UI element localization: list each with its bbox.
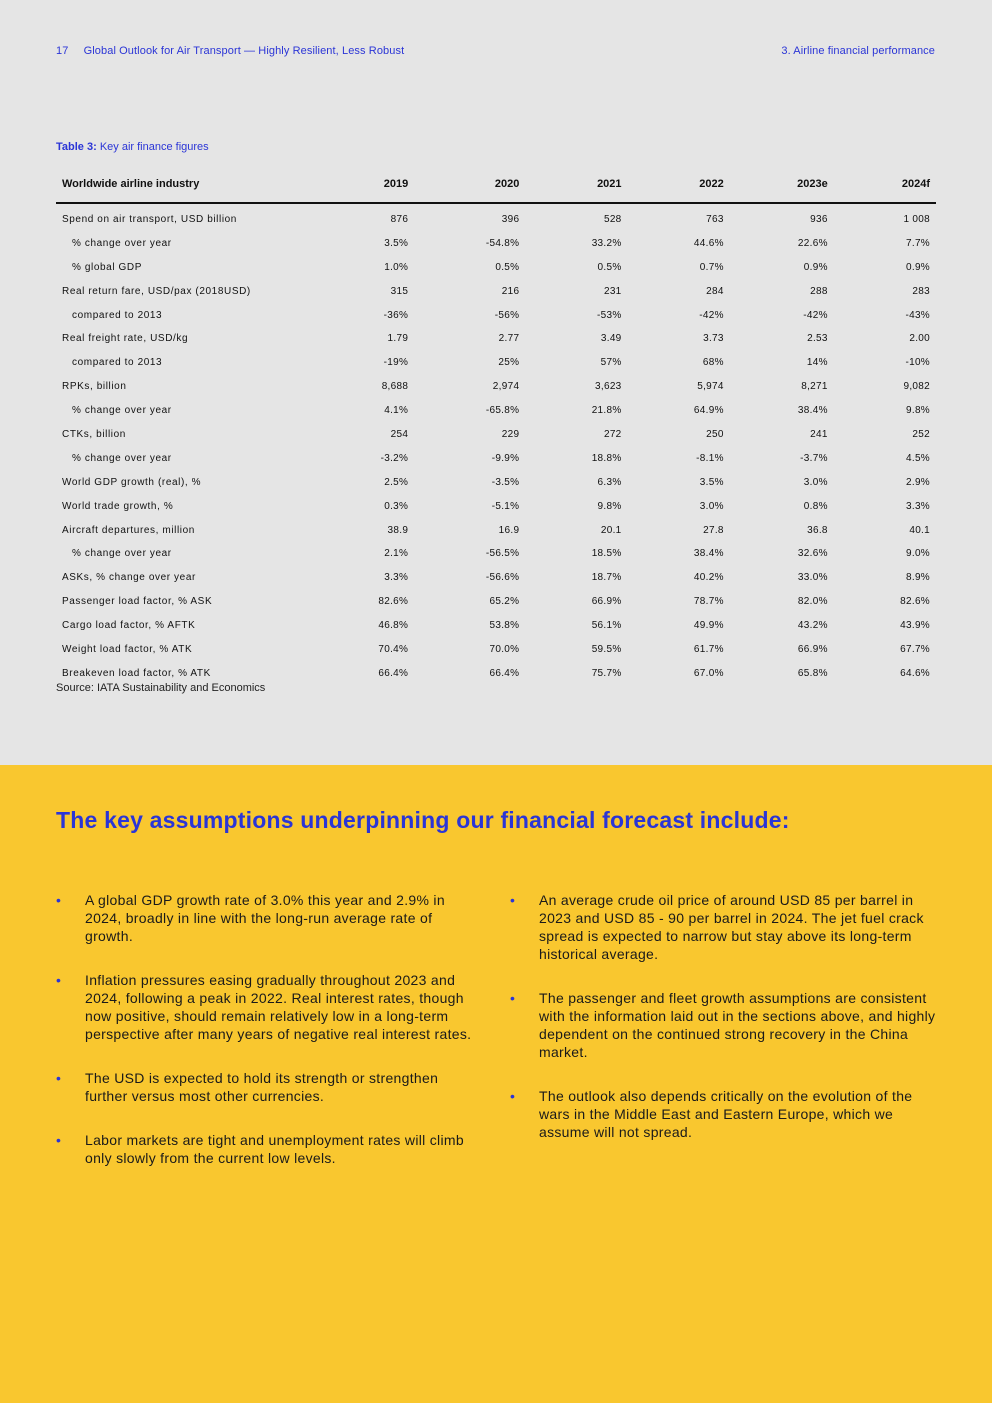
table-cell: 9.8% xyxy=(597,500,622,512)
table-cell: 396 xyxy=(501,213,520,225)
table-cell: 8,271 xyxy=(801,381,828,393)
table-cell: -8.1% xyxy=(696,452,724,464)
table-row xyxy=(56,542,936,566)
table-cell: 284 xyxy=(706,285,724,297)
table-cell: 75.7% xyxy=(591,667,622,679)
finance-table xyxy=(56,170,936,686)
row-label: % change over year xyxy=(72,237,172,249)
row-label: ASKs, % change over year xyxy=(62,572,196,584)
table-row xyxy=(56,518,936,542)
table-cell: 7.7% xyxy=(906,237,930,249)
table-cell: 16.9 xyxy=(498,524,520,536)
row-label: RPKs, billion xyxy=(62,381,127,393)
assumption-item xyxy=(510,1087,938,1141)
table-cell: 38.9 xyxy=(387,524,409,536)
table-cell: 241 xyxy=(810,428,828,440)
table-cell: 43.2% xyxy=(797,620,828,632)
table-cell: 68% xyxy=(702,357,724,369)
bullet-icon: • xyxy=(56,892,62,908)
table-cell: 2.00 xyxy=(909,333,930,345)
table-cell: 254 xyxy=(390,428,409,440)
table-cell: -56.6% xyxy=(485,572,520,584)
assumption-item xyxy=(56,891,476,945)
table-row xyxy=(56,566,936,590)
bullet-icon: • xyxy=(510,892,516,908)
table-cell: 0.7% xyxy=(699,261,724,273)
table-row xyxy=(56,351,936,375)
table-cell: -5.1% xyxy=(491,500,520,512)
table-cell: 3.3% xyxy=(384,572,409,584)
row-label: CTKs, billion xyxy=(62,428,126,440)
bullet-icon: • xyxy=(56,1070,62,1086)
table-cell: 876 xyxy=(390,213,409,225)
table-cell: 82.6% xyxy=(378,596,409,608)
table-cell: -56% xyxy=(494,309,520,321)
assumptions-left-column xyxy=(56,891,476,1193)
bullet-icon: • xyxy=(510,1088,516,1104)
assumption-text: Labor markets are tight and unemployment rates will climb only slowly from the current low levels. xyxy=(85,1132,464,1166)
bullet-icon: • xyxy=(56,1132,62,1148)
row-label: Aircraft departures, million xyxy=(62,524,195,536)
table-row xyxy=(56,255,936,279)
table-cell: 59.5% xyxy=(591,643,622,655)
table-row xyxy=(56,327,936,351)
table-row xyxy=(56,279,936,303)
table-cell: 3,623 xyxy=(595,381,622,393)
table-cell: -56.5% xyxy=(485,548,520,560)
table-cell: -42% xyxy=(803,309,828,321)
document-title: Global Outlook for Air Transport — Highly Resilient, Less Robust xyxy=(83,45,405,57)
table-cell: 4.1% xyxy=(384,405,409,417)
table-cell: 3.0% xyxy=(699,500,724,512)
table-cell: 36.8 xyxy=(807,524,828,536)
table-cell: 32.6% xyxy=(797,548,828,560)
table-cell: 70.4% xyxy=(378,643,409,655)
row-label: World trade growth, % xyxy=(62,500,174,512)
table-row xyxy=(56,470,936,494)
assumptions-right-column xyxy=(510,891,938,1167)
table-cell: 288 xyxy=(810,285,828,297)
table-cell: 528 xyxy=(603,213,622,225)
row-label: Real return fare, USD/pax (2018USD) xyxy=(62,285,251,297)
row-label: % change over year xyxy=(72,452,172,464)
page-number: 17 xyxy=(56,45,69,57)
table-cell: -43% xyxy=(905,309,930,321)
table-row xyxy=(56,231,936,255)
column-header: 2023e xyxy=(730,170,834,203)
table-cell: 18.5% xyxy=(591,548,622,560)
assumption-item xyxy=(56,1069,476,1105)
table-cell: 250 xyxy=(706,428,724,440)
table-cell: 64.9% xyxy=(693,405,724,417)
table-cell: 33.2% xyxy=(591,237,622,249)
row-label: % change over year xyxy=(72,548,172,560)
table-cell: -10% xyxy=(905,357,930,369)
column-header: Worldwide airline industry xyxy=(56,170,312,203)
table-cell: 53.8% xyxy=(489,620,520,632)
table-cell: 40.2% xyxy=(693,572,724,584)
table-cell: 38.4% xyxy=(797,405,828,417)
assumption-item xyxy=(56,1131,476,1167)
table-cell: 315 xyxy=(390,285,409,297)
table-cell: 49.9% xyxy=(693,620,724,632)
table-cell: 2.5% xyxy=(384,476,409,488)
assumption-text: An average crude oil price of around USD 85 per barrel in 2023 and USD 85 - 90 per barrel in 2024. The jet fuel crack spread is expected to narrow but stay above its long-term historical average. xyxy=(539,892,924,962)
row-label: Real freight rate, USD/kg xyxy=(62,333,189,345)
row-label: Passenger load factor, % ASK xyxy=(62,596,213,608)
table-cell: 66.9% xyxy=(591,596,622,608)
table-cell: 2.9% xyxy=(906,476,930,488)
table-cell: 3.5% xyxy=(384,237,409,249)
table-row xyxy=(56,375,936,399)
table-cell: 0.9% xyxy=(803,261,828,273)
table-cell: -3.2% xyxy=(380,452,409,464)
table-row xyxy=(56,614,936,638)
assumption-text: The USD is expected to hold its strength or strengthen further versus most other currencies. xyxy=(85,1070,439,1104)
table-cell: 64.6% xyxy=(900,667,930,679)
table-cell: -3.7% xyxy=(800,452,828,464)
table-cell: 283 xyxy=(912,285,930,297)
assumption-text: Inflation pressures easing gradually throughout 2023 and 2024, following a peak in 2022. Real interest rates, though now positive, should remain relatively low in a long-term perspective after many years of negative real interest rates. xyxy=(85,972,472,1042)
table-cell: 20.1 xyxy=(600,524,622,536)
table-row xyxy=(56,494,936,518)
table-cell: 8.9% xyxy=(906,572,930,584)
table-row xyxy=(56,203,936,231)
assumptions-heading: The key assumptions underpinning our financial forecast include: xyxy=(56,807,790,833)
table-row xyxy=(56,446,936,470)
table-cell: 65.2% xyxy=(489,596,520,608)
assumptions-panel xyxy=(0,765,992,1403)
table-cell: 3.5% xyxy=(699,476,724,488)
table-cell: 78.7% xyxy=(693,596,724,608)
table-cell: 0.9% xyxy=(906,261,930,273)
assumption-item xyxy=(510,891,938,963)
column-header: 2020 xyxy=(414,170,525,203)
table-cell: 3.0% xyxy=(803,476,828,488)
table-cell: -65.8% xyxy=(485,405,520,417)
table-cell: -36% xyxy=(383,309,409,321)
table-row xyxy=(56,399,936,423)
column-header: 2021 xyxy=(525,170,627,203)
column-header: 2022 xyxy=(628,170,730,203)
table-source: Source: IATA Sustainability and Economics xyxy=(56,682,266,694)
row-label: compared to 2013 xyxy=(72,309,163,321)
table-row xyxy=(56,303,936,327)
table-cell: 0.5% xyxy=(597,261,622,273)
table-cell: 3.49 xyxy=(600,333,622,345)
row-label: compared to 2013 xyxy=(72,357,163,369)
table-cell: 66.4% xyxy=(489,667,520,679)
table-cell: 66.9% xyxy=(797,643,828,655)
bullet-icon: • xyxy=(510,990,516,1006)
section-title: 3. Airline financial performance xyxy=(781,45,935,57)
table-cell: 3.73 xyxy=(703,333,724,345)
table-cell: 4.5% xyxy=(906,452,930,464)
table-cell: 57% xyxy=(600,357,622,369)
table-cell: -42% xyxy=(699,309,724,321)
header-left xyxy=(56,45,404,57)
table-cell: 229 xyxy=(501,428,520,440)
table-cell: 40.1 xyxy=(909,524,930,536)
table-cell: 14% xyxy=(806,357,828,369)
table-cell: 6.3% xyxy=(597,476,622,488)
assumption-text: The passenger and fleet growth assumptions are consistent with the information laid out in the sections above, and highly dependent on the continued strong recovery in the China market. xyxy=(539,990,936,1060)
table-cell: 66.4% xyxy=(378,667,409,679)
table-header-row xyxy=(56,170,936,203)
table-cell: -9.9% xyxy=(491,452,520,464)
column-header: 2024f xyxy=(834,170,936,203)
table-row xyxy=(56,423,936,447)
table-cell: 65.8% xyxy=(797,667,828,679)
table-cell: 1.79 xyxy=(387,333,409,345)
table-cell: 2,974 xyxy=(492,381,520,393)
table-cell: 0.3% xyxy=(384,500,409,512)
table-cell: 2.77 xyxy=(498,333,520,345)
assumption-item xyxy=(510,989,938,1061)
table-cell: 82.0% xyxy=(797,596,828,608)
table-cell: -3.5% xyxy=(491,476,520,488)
row-label: Breakeven load factor, % ATK xyxy=(62,667,211,679)
table-body xyxy=(56,203,936,685)
assumption-text: The outlook also depends critically on the evolution of the wars in the Middle East and Eastern Europe, which we assume will not spread. xyxy=(539,1088,913,1140)
table-cell: 9,082 xyxy=(903,381,930,393)
table-cell: 763 xyxy=(706,213,724,225)
table-cell: 25% xyxy=(498,357,520,369)
table-cell: 18.7% xyxy=(591,572,622,584)
table-cell: -53% xyxy=(597,309,622,321)
table-cell: 1.0% xyxy=(384,261,409,273)
row-label: Spend on air transport, USD billion xyxy=(62,213,237,225)
table-cell: 3.3% xyxy=(906,500,930,512)
table-cell: 2.53 xyxy=(807,333,828,345)
table-cell: 46.8% xyxy=(378,620,409,632)
table-cell: -19% xyxy=(383,357,409,369)
row-label: Weight load factor, % ATK xyxy=(62,643,193,655)
page-header xyxy=(56,45,935,61)
table-cell: 67.0% xyxy=(693,667,724,679)
table-cell: 67.7% xyxy=(900,643,930,655)
table-cell: -54.8% xyxy=(485,237,520,249)
table-cell: 2.1% xyxy=(384,548,409,560)
table-cell: 272 xyxy=(603,428,622,440)
table-row xyxy=(56,590,936,614)
table-cell: 1 008 xyxy=(903,213,930,225)
assumption-text: A global GDP growth rate of 3.0% this year and 2.9% in 2024, broadly in line with the long-run average rate of growth. xyxy=(85,892,445,944)
column-header: 2019 xyxy=(312,170,414,203)
row-label: World GDP growth (real), % xyxy=(62,476,202,488)
table-cell: 56.1% xyxy=(591,620,622,632)
table-cell: 61.7% xyxy=(693,643,724,655)
table-cell: 82.6% xyxy=(900,596,930,608)
table-caption-label: Table 3: xyxy=(56,141,97,153)
assumption-item xyxy=(56,971,476,1043)
table-cell: 9.0% xyxy=(906,548,930,560)
table-cell: 44.6% xyxy=(693,237,724,249)
table-cell: 8,688 xyxy=(381,381,409,393)
bullet-icon: • xyxy=(56,972,62,988)
row-label: % change over year xyxy=(72,405,172,417)
table-cell: 231 xyxy=(603,285,622,297)
table-cell: 21.8% xyxy=(591,405,622,417)
table-cell: 0.8% xyxy=(803,500,828,512)
table-cell: 216 xyxy=(501,285,520,297)
row-label: Cargo load factor, % AFTK xyxy=(62,620,196,632)
table-cell: 9.8% xyxy=(906,405,930,417)
table-cell: 27.8 xyxy=(703,524,724,536)
table-cell: 38.4% xyxy=(693,548,724,560)
table-cell: 33.0% xyxy=(797,572,828,584)
table-cell: 0.5% xyxy=(495,261,520,273)
table-row xyxy=(56,638,936,662)
table-cell: 252 xyxy=(912,428,930,440)
table-cell: 22.6% xyxy=(797,237,828,249)
row-label: % global GDP xyxy=(72,261,143,273)
table-cell: 18.8% xyxy=(591,452,622,464)
table-cell: 5,974 xyxy=(697,381,724,393)
table-cell: 43.9% xyxy=(900,620,930,632)
table-cell: 70.0% xyxy=(489,643,520,655)
table-caption xyxy=(56,141,209,153)
table-caption-text: Key air finance figures xyxy=(99,141,209,153)
table-cell: 936 xyxy=(810,213,828,225)
